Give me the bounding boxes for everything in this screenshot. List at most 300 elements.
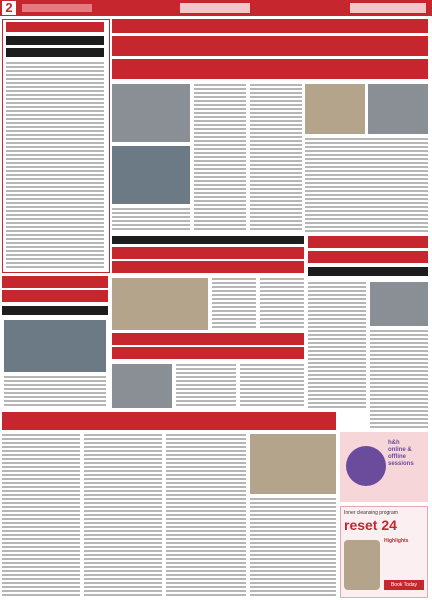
text-line — [84, 530, 162, 532]
text-line — [260, 298, 304, 300]
text-line — [176, 384, 236, 386]
text-line — [250, 586, 336, 588]
text-line — [6, 82, 104, 84]
text-line — [250, 594, 336, 596]
text-line — [6, 218, 104, 220]
text-line — [240, 364, 304, 366]
text-line — [6, 222, 104, 224]
text-line — [84, 546, 162, 548]
text-line — [112, 212, 190, 214]
story4-photo — [112, 364, 172, 408]
text-line — [84, 526, 162, 528]
text-line — [84, 558, 162, 560]
ad-hypnosis-badge — [346, 446, 386, 486]
story3-headline-2 — [308, 251, 428, 263]
text-line — [260, 282, 304, 284]
text-line — [84, 522, 162, 524]
text-line — [2, 578, 80, 580]
text-line — [308, 302, 366, 304]
left-sidebar-kicker — [6, 22, 104, 32]
lead-photo-2 — [112, 146, 190, 204]
text-line — [305, 206, 428, 208]
text-line — [84, 446, 162, 448]
text-line — [2, 558, 80, 560]
text-line — [250, 184, 302, 186]
text-line — [194, 192, 246, 194]
text-line — [2, 482, 80, 484]
text-line — [6, 242, 104, 244]
text-line — [308, 310, 366, 312]
lead-headline-line-1 — [112, 36, 428, 56]
text-line — [6, 246, 104, 248]
masthead-date — [22, 4, 92, 12]
text-line — [212, 294, 256, 296]
text-line — [166, 570, 246, 572]
text-line — [194, 116, 246, 118]
text-line — [240, 400, 304, 402]
text-line — [250, 498, 336, 500]
text-line — [176, 380, 236, 382]
text-line — [6, 262, 104, 264]
text-line — [194, 156, 246, 158]
ad-hypnosis-line1: online & — [388, 447, 412, 453]
text-line — [166, 474, 246, 476]
text-line — [308, 354, 366, 356]
text-line — [250, 590, 336, 592]
text-line — [2, 574, 80, 576]
text-line — [6, 110, 104, 112]
text-line — [305, 150, 428, 152]
text-line — [250, 200, 302, 202]
text-line — [2, 590, 80, 592]
text-line — [212, 282, 256, 284]
text-line — [308, 326, 366, 328]
text-line — [370, 406, 428, 408]
text-line — [6, 154, 104, 156]
text-line — [84, 462, 162, 464]
text-line — [308, 386, 366, 388]
text-line — [2, 526, 80, 528]
text-line — [308, 358, 366, 360]
lead-photo-1 — [112, 84, 190, 142]
text-line — [6, 226, 104, 228]
text-line — [250, 196, 302, 198]
text-line — [194, 112, 246, 114]
text-line — [6, 162, 104, 164]
text-line — [84, 590, 162, 592]
text-line — [250, 526, 336, 528]
text-line — [6, 190, 104, 192]
text-line — [6, 254, 104, 256]
text-line — [194, 180, 246, 182]
text-line — [2, 454, 80, 456]
text-line — [370, 426, 428, 428]
text-line — [250, 510, 336, 512]
text-line — [240, 384, 304, 386]
text-line — [370, 362, 428, 364]
text-line — [194, 96, 246, 98]
text-line — [370, 410, 428, 412]
text-line — [250, 518, 336, 520]
text-line — [84, 538, 162, 540]
text-line — [6, 66, 104, 68]
text-line — [308, 294, 366, 296]
page-number: 2 — [2, 1, 16, 15]
text-line — [112, 228, 190, 230]
text-line — [305, 138, 428, 140]
text-line — [260, 290, 304, 292]
text-line — [250, 144, 302, 146]
text-line — [166, 566, 246, 568]
text-line — [305, 214, 428, 216]
text-line — [305, 166, 428, 168]
text-line — [250, 112, 302, 114]
text-line — [6, 122, 104, 124]
text-line — [2, 494, 80, 496]
text-line — [308, 322, 366, 324]
text-line — [166, 586, 246, 588]
text-line — [212, 318, 256, 320]
text-line — [2, 594, 80, 596]
masthead-center-title — [180, 3, 250, 13]
text-line — [308, 290, 366, 292]
text-line — [4, 404, 106, 406]
text-line — [370, 418, 428, 420]
text-line — [2, 514, 80, 516]
text-line — [308, 342, 366, 344]
text-line — [250, 120, 302, 122]
text-line — [84, 550, 162, 552]
text-line — [166, 450, 246, 452]
text-line — [212, 322, 256, 324]
text-line — [194, 140, 246, 142]
text-line — [250, 168, 302, 170]
story3-photo — [370, 282, 428, 326]
text-line — [84, 514, 162, 516]
text-line — [240, 396, 304, 398]
text-line — [250, 176, 302, 178]
text-line — [250, 124, 302, 126]
text-line — [194, 88, 246, 90]
text-line — [370, 354, 428, 356]
text-line — [166, 522, 246, 524]
text-line — [6, 98, 104, 100]
text-line — [84, 482, 162, 484]
text-line — [194, 164, 246, 166]
text-line — [166, 462, 246, 464]
text-line — [84, 474, 162, 476]
text-line — [6, 142, 104, 144]
text-line — [6, 158, 104, 160]
text-line — [308, 282, 366, 284]
text-line — [194, 148, 246, 150]
text-line — [166, 498, 246, 500]
text-line — [84, 506, 162, 508]
text-line — [176, 364, 236, 366]
text-line — [84, 486, 162, 488]
text-line — [6, 102, 104, 104]
text-line — [166, 470, 246, 472]
text-line — [370, 366, 428, 368]
text-line — [84, 518, 162, 520]
text-line — [305, 230, 428, 232]
text-line — [212, 310, 256, 312]
text-line — [250, 84, 302, 86]
bottom-headline — [2, 412, 336, 430]
text-line — [166, 542, 246, 544]
text-line — [194, 84, 246, 86]
text-line — [370, 398, 428, 400]
text-line — [305, 210, 428, 212]
text-line — [6, 230, 104, 232]
text-line — [84, 574, 162, 576]
text-line — [166, 578, 246, 580]
text-line — [84, 566, 162, 568]
text-line — [305, 202, 428, 204]
text-line — [84, 554, 162, 556]
text-line — [308, 350, 366, 352]
text-line — [4, 384, 106, 386]
text-line — [2, 486, 80, 488]
ad-reset-cta[interactable]: Book Today — [384, 580, 424, 590]
text-line — [166, 434, 246, 436]
text-line — [6, 182, 104, 184]
text-line — [194, 224, 246, 226]
text-line — [308, 286, 366, 288]
text-line — [370, 374, 428, 376]
story3-subhead — [308, 267, 428, 276]
text-line — [194, 200, 246, 202]
left-sidebar-headline-2 — [6, 48, 104, 57]
text-line — [6, 146, 104, 148]
text-line — [370, 390, 428, 392]
text-line — [370, 402, 428, 404]
text-line — [370, 386, 428, 388]
ad-hypnosis-brand: h&h — [388, 440, 400, 446]
text-line — [166, 486, 246, 488]
bottom-photo — [250, 434, 336, 494]
text-line — [260, 318, 304, 320]
story2-photo — [112, 278, 208, 330]
text-line — [166, 454, 246, 456]
text-line — [166, 518, 246, 520]
text-line — [250, 208, 302, 210]
text-line — [212, 302, 256, 304]
text-line — [2, 546, 80, 548]
text-line — [250, 152, 302, 154]
text-line — [194, 212, 246, 214]
left-story-subhead — [2, 306, 108, 315]
text-line — [194, 144, 246, 146]
text-line — [308, 298, 366, 300]
text-line — [6, 138, 104, 140]
text-line — [308, 382, 366, 384]
text-line — [2, 462, 80, 464]
text-line — [4, 396, 106, 398]
text-line — [370, 334, 428, 336]
text-line — [6, 90, 104, 92]
text-line — [2, 530, 80, 532]
text-line — [166, 438, 246, 440]
text-line — [260, 286, 304, 288]
text-line — [250, 140, 302, 142]
text-line — [370, 350, 428, 352]
text-line — [6, 62, 104, 64]
text-line — [166, 538, 246, 540]
text-line — [112, 216, 190, 218]
text-line — [166, 574, 246, 576]
text-line — [250, 566, 336, 568]
text-line — [250, 132, 302, 134]
text-line — [6, 238, 104, 240]
text-line — [4, 400, 106, 402]
text-line — [194, 204, 246, 206]
text-line — [6, 166, 104, 168]
text-line — [84, 470, 162, 472]
text-line — [6, 202, 104, 204]
text-line — [260, 322, 304, 324]
text-line — [240, 404, 304, 406]
text-line — [166, 510, 246, 512]
text-line — [166, 558, 246, 560]
ad-reset-headline: Inner cleansing program — [344, 510, 398, 516]
text-line — [260, 302, 304, 304]
text-line — [6, 250, 104, 252]
text-line — [6, 266, 104, 268]
story2-kicker — [112, 236, 304, 244]
text-line — [2, 474, 80, 476]
text-line — [194, 92, 246, 94]
text-line — [2, 554, 80, 556]
text-line — [305, 222, 428, 224]
text-line — [6, 174, 104, 176]
text-line — [166, 550, 246, 552]
text-line — [250, 228, 302, 230]
text-line — [176, 396, 236, 398]
text-line — [212, 286, 256, 288]
text-line — [166, 478, 246, 480]
text-line — [250, 582, 336, 584]
text-line — [194, 132, 246, 134]
text-line — [250, 570, 336, 572]
text-line — [4, 380, 106, 382]
text-line — [260, 294, 304, 296]
text-line — [84, 502, 162, 504]
text-line — [308, 374, 366, 376]
text-line — [194, 184, 246, 186]
text-line — [240, 372, 304, 374]
text-line — [84, 466, 162, 468]
lead-headline-line-2 — [112, 59, 428, 79]
text-line — [2, 466, 80, 468]
text-line — [166, 526, 246, 528]
lead-photo-4 — [368, 84, 428, 134]
ad-reset-title: reset 24 — [344, 517, 397, 533]
text-line — [250, 204, 302, 206]
text-line — [194, 172, 246, 174]
text-line — [308, 314, 366, 316]
text-line — [250, 88, 302, 90]
text-line — [308, 390, 366, 392]
text-line — [250, 148, 302, 150]
text-line — [305, 186, 428, 188]
text-line — [6, 170, 104, 172]
left-story-headline-2 — [2, 290, 108, 302]
text-line — [2, 446, 80, 448]
text-line — [166, 554, 246, 556]
text-line — [250, 534, 336, 536]
text-line — [176, 404, 236, 406]
text-line — [176, 372, 236, 374]
text-line — [6, 186, 104, 188]
text-line — [2, 518, 80, 520]
text-line — [250, 562, 336, 564]
text-line — [250, 180, 302, 182]
text-line — [250, 216, 302, 218]
text-line — [305, 142, 428, 144]
text-line — [2, 450, 80, 452]
text-line — [84, 494, 162, 496]
text-line — [2, 534, 80, 536]
text-line — [305, 218, 428, 220]
text-line — [2, 506, 80, 508]
text-line — [240, 380, 304, 382]
text-line — [6, 106, 104, 108]
left-story-photo — [4, 320, 106, 372]
text-line — [84, 586, 162, 588]
story4-headline-1 — [112, 333, 304, 345]
left-story-headline-1 — [2, 276, 108, 288]
text-line — [194, 108, 246, 110]
text-line — [6, 210, 104, 212]
text-line — [260, 306, 304, 308]
text-line — [305, 198, 428, 200]
text-line — [166, 446, 246, 448]
text-line — [84, 582, 162, 584]
text-line — [2, 550, 80, 552]
text-line — [240, 376, 304, 378]
text-line — [194, 136, 246, 138]
text-line — [305, 174, 428, 176]
text-line — [194, 124, 246, 126]
text-line — [305, 182, 428, 184]
text-line — [2, 442, 80, 444]
text-line — [250, 172, 302, 174]
story2-headline-1 — [112, 247, 304, 259]
text-line — [250, 502, 336, 504]
text-line — [166, 502, 246, 504]
text-line — [84, 570, 162, 572]
text-line — [6, 94, 104, 96]
text-line — [250, 506, 336, 508]
text-line — [166, 594, 246, 596]
text-line — [370, 422, 428, 424]
text-line — [166, 582, 246, 584]
text-line — [6, 206, 104, 208]
text-line — [250, 116, 302, 118]
text-line — [308, 370, 366, 372]
text-line — [305, 146, 428, 148]
ad-reset-highlights: Highlights — [384, 538, 409, 544]
text-line — [305, 162, 428, 164]
text-line — [370, 394, 428, 396]
text-line — [250, 224, 302, 226]
text-line — [112, 224, 190, 226]
text-line — [6, 114, 104, 116]
text-line — [370, 330, 428, 332]
text-line — [176, 388, 236, 390]
text-line — [194, 228, 246, 230]
